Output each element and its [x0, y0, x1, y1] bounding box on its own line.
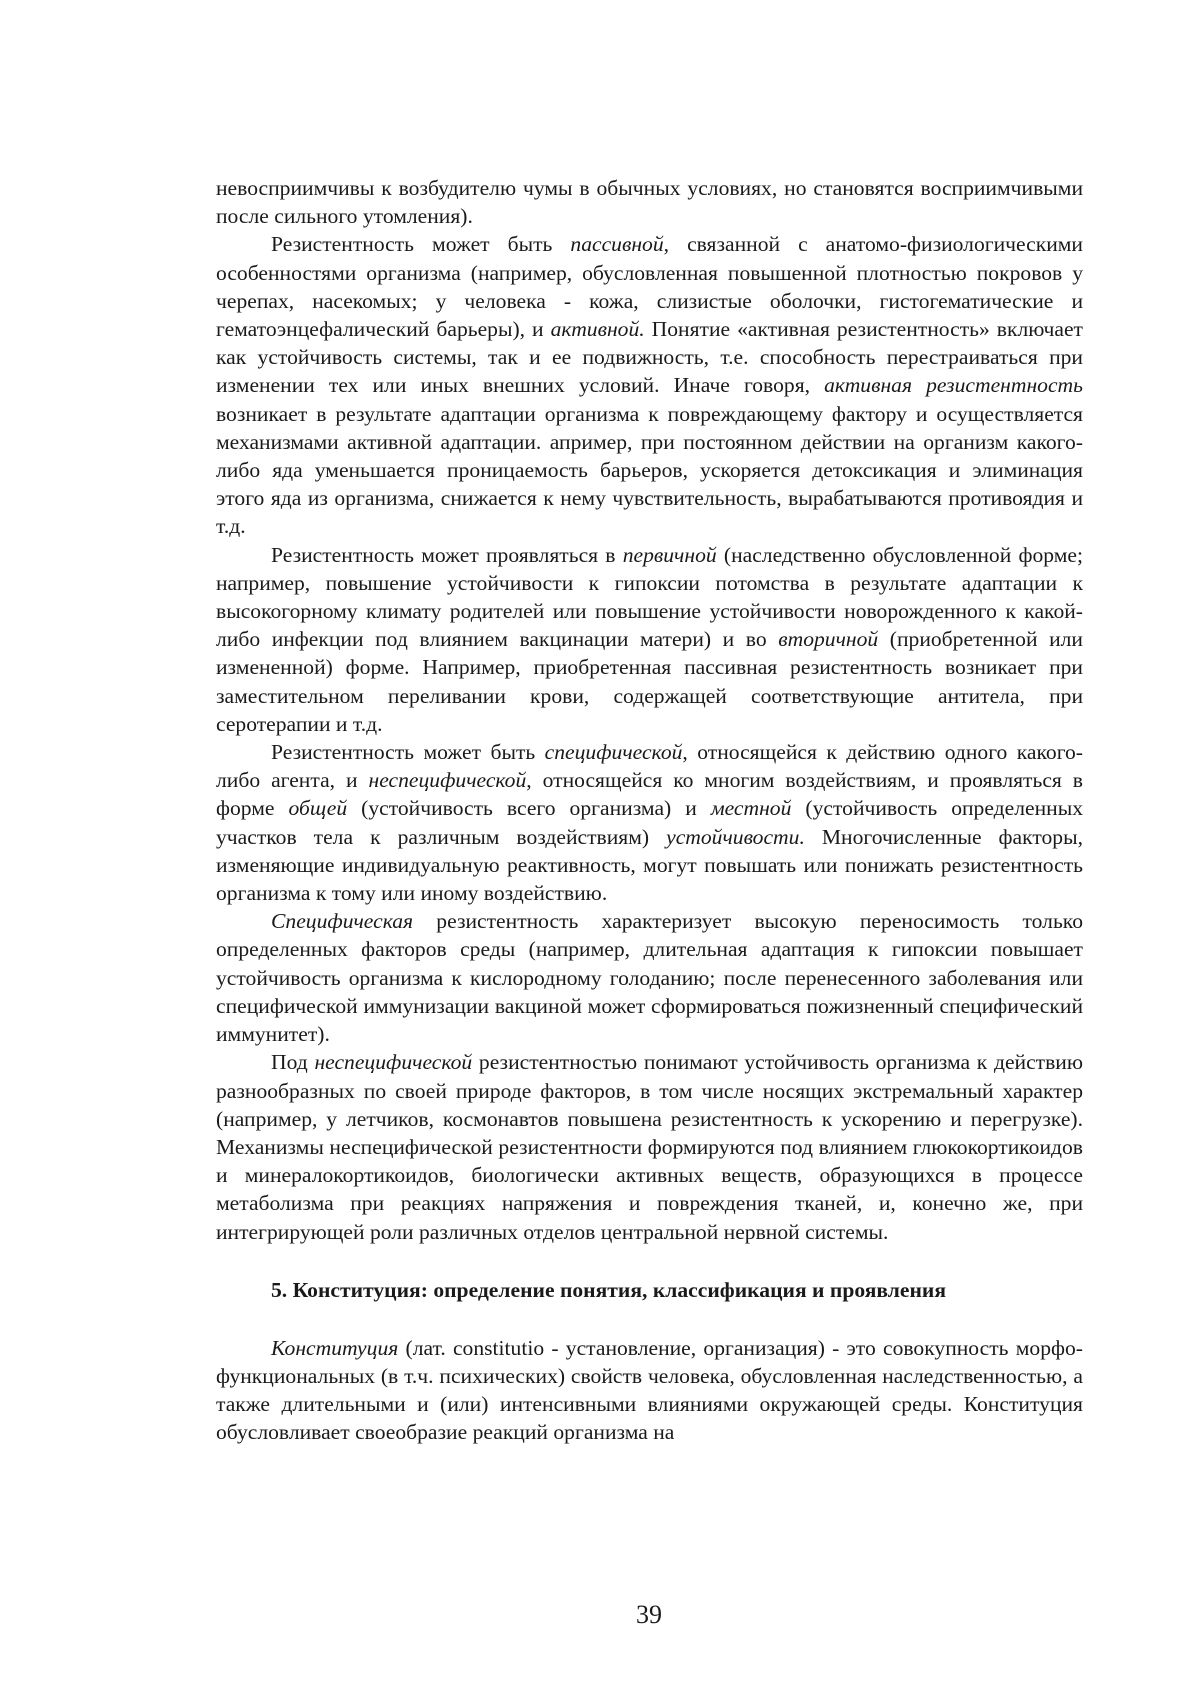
italic-term: первичной — [622, 542, 717, 567]
paragraph-nonspecific-resistance — [216, 1048, 1083, 1245]
italic-term: вторичной — [778, 627, 879, 652]
text-run: Резистентность может быть — [271, 232, 571, 257]
italic-term: активная резистентность — [824, 373, 1083, 398]
paragraph-specific-resistance — [216, 907, 1083, 1048]
text-run: Резистентность может проявляться в — [271, 542, 623, 567]
page-number: 39 — [636, 1600, 662, 1629]
italic-term: местной — [710, 796, 792, 821]
paragraph-continuation — [216, 174, 1083, 230]
paragraph-constitution-definition — [216, 1334, 1083, 1447]
italic-term: неспецифической — [368, 768, 527, 793]
text-run: возникает в результате адаптации организма к повреждающему фактору и осуществляется механизмами активной адаптации. апример, при постоянном действии на организм какого-либо яда уменьшается проницаемость барьеров, ускоряется детоксикация и элиминация этого яда из организма, снижается к нему чувствительность, вырабатываются противоядия и т.д. — [216, 401, 1083, 539]
italic-term: неспецифической — [314, 1050, 473, 1075]
text-run: , связанной с анатомо-физиологическими особенностями организма (например, обусловленная повышенной плотностью покровов у черепах, насекомых; у человека - кожа, слизистые оболочки, гистогематические и гематоэнцефалический барьеры), и — [216, 232, 1083, 342]
text-run: (устойчивость всего организма) и — [347, 796, 711, 821]
text-run: (приобретенной или измененной) форме. Например, приобретенная пассивная резистентность возникает при заместительном переливании крови, содержащей соответствующие антитела, при серотерапии и т.д. — [216, 627, 1083, 736]
text-run: Понятие «активная резистентность» включает как устойчивость системы, так и ее подвижность, т.е. способность перестраиваться при изменении тех или иных внешних условий. Иначе говоря, — [216, 317, 1083, 398]
text-run: (наследственно обусловленной форме; например, повышение устойчивости к гипоксии потомства в результате адаптации к высокогорному климату родителей или повышение устойчивости новорожденного к какой-либо инфекции под влиянием вакцинации матери) и во — [216, 542, 1083, 652]
text-run: резистентностью понимают устойчивость организма к действию разнообразных по своей природе факторов, в том числе носящих экстремальный характер (например, у летчиков, космонавтов повышена резистентность к ускорению и перегрузке). Механизмы неспецифической резистентности формируются под влиянием глюкокортикоидов и минералокортикоидов, биологически активных веществ, образующихся в процессе метаболизма при реакциях напряжения и повреждения тканей, и, конечно же, при интегрирующей роли различных отделов центральной нервной системы. — [216, 1050, 1083, 1244]
italic-term: устойчивости. — [666, 824, 805, 849]
text-run: резистентность характеризует высокую переносимость только определенных факторов среды (например, длительная адаптация к гипоксии повышает устойчивость организма к кислородному голоданию; после перенесенного заболевания или специфической иммунизации вакциной может сформироваться пожизненный специфический иммунитет). — [216, 909, 1083, 1047]
text-run: Резистентность может быть — [271, 740, 545, 765]
italic-term: общей — [288, 796, 348, 821]
text-run: (устойчивость определенных участков тела к различным воздействиям) — [216, 796, 1083, 849]
text-run: невосприимчивы к возбудителю чумы в обычных условиях, но становятся восприимчивыми после сильного утомления). — [216, 176, 1083, 229]
paragraph-specific-nonspecific-resistance — [216, 738, 1083, 907]
italic-term: активной. — [550, 317, 645, 342]
paragraph-passive-active-resistance — [216, 230, 1083, 540]
italic-term: пассивной — [570, 232, 664, 257]
paragraph-primary-secondary-resistance — [216, 541, 1083, 738]
text-run: Под — [271, 1050, 315, 1075]
section-heading: 5. Конституция: определение понятия, классификация и проявления — [271, 1277, 947, 1302]
italic-term: Специфическая — [271, 909, 414, 934]
text-run: , относящейся к действию одного какого-либо агента, и — [216, 740, 1083, 793]
italic-term: Конституция — [271, 1335, 399, 1360]
text-run: (лат. constitutio - установление, организация) - это совокупность морфо-функциональных (в т.ч. психических) свойств человека, обусловленная наследственностью, а также длительными и (или) интенсивными влияниями окружающей среды. Конституция обусловливает своеобразие реакций организма на — [216, 1335, 1083, 1445]
italic-term: специфической — [544, 740, 683, 765]
text-run: , относящейся ко многим воздействиям, и проявляться в форме — [216, 768, 1083, 821]
text-run: Многочисленные факторы, изменяющие индивидуальную реактивность, могут повышать или понижать резистентность организма к тому или иному воздействию. — [216, 824, 1083, 906]
